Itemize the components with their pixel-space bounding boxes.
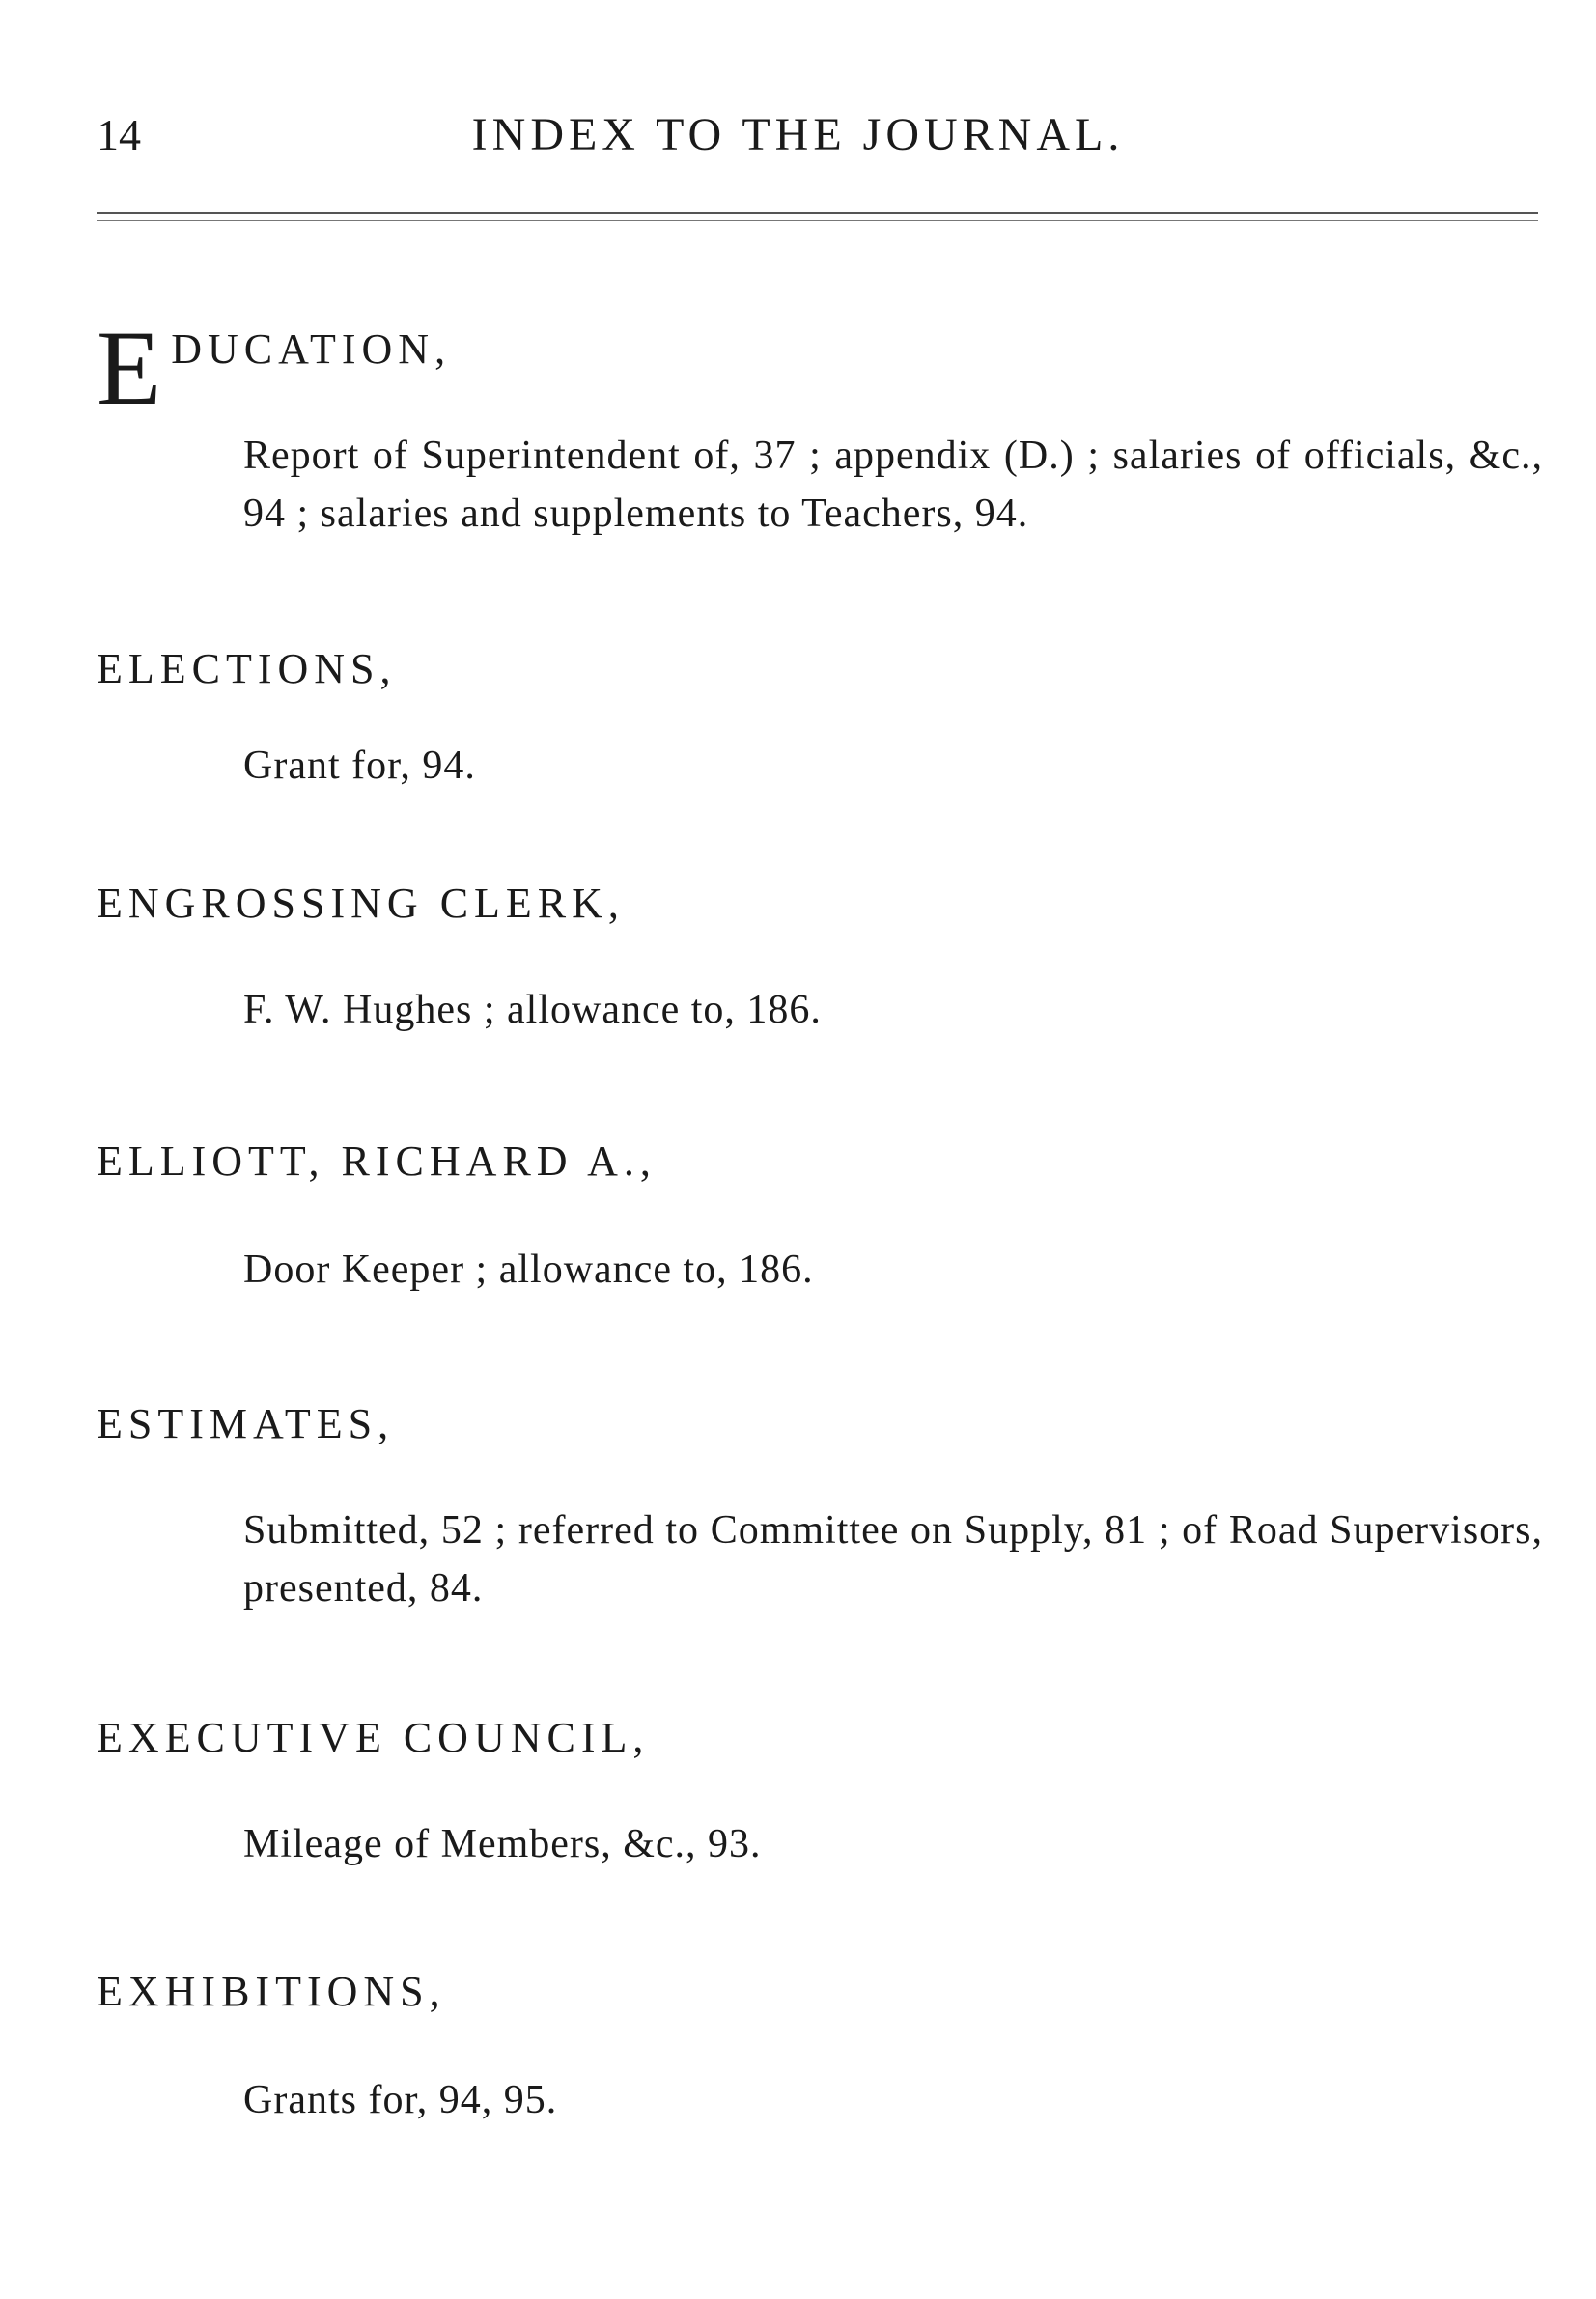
entry-heading: ELLIOTT, RICHARD A., (97, 1137, 657, 1185)
index-entry-exhibitions (97, 1965, 1545, 2122)
header-rule (97, 212, 1538, 221)
index-entry-elections (97, 642, 1545, 788)
entry-body: Grants for, 94, 95. (243, 2078, 558, 2122)
drop-cap: E (97, 309, 168, 427)
page-number: 14 (97, 110, 141, 159)
entry-body: Report of Superintendent of, 37 ; appendix (D.) ; salaries of officials, &c., 94 ; salaries and supplements to Teachers, 94. (243, 434, 1543, 536)
index-entry-education (97, 309, 1545, 536)
entry-body: Door Keeper ; allowance to, 186. (243, 1248, 814, 1292)
entry-heading: ENGROSSING CLERK, (97, 880, 625, 927)
index-entry-engrossing-clerk (97, 877, 1545, 1032)
entry-heading: EXHIBITIONS, (97, 1968, 446, 2015)
entry-heading: EXECUTIVE COUNCIL, (97, 1714, 650, 1761)
index-entry-executive-council (97, 1711, 1545, 1866)
index-entry-elliott (97, 1135, 1545, 1292)
entry-heading-text: DUCATION, (171, 325, 452, 373)
entry-body: F. W. Hughes ; allowance to, 186. (243, 988, 822, 1032)
entry-heading: ESTIMATES, (97, 1400, 395, 1447)
entry-body: Mileage of Members, &c., 93. (243, 1822, 762, 1866)
entry-body: Grant for, 94. (243, 743, 476, 788)
entry-heading: ELECTIONS, (97, 645, 397, 692)
running-head: INDEX TO THE JOURNAL. (471, 109, 1125, 160)
entry-heading (97, 309, 1545, 427)
entry-body: Submitted, 52 ; referred to Committee on Supply, 81 ; of Road Supervisors, presented, 84. (243, 1508, 1543, 1611)
index-entry-estimates (97, 1397, 1545, 1611)
